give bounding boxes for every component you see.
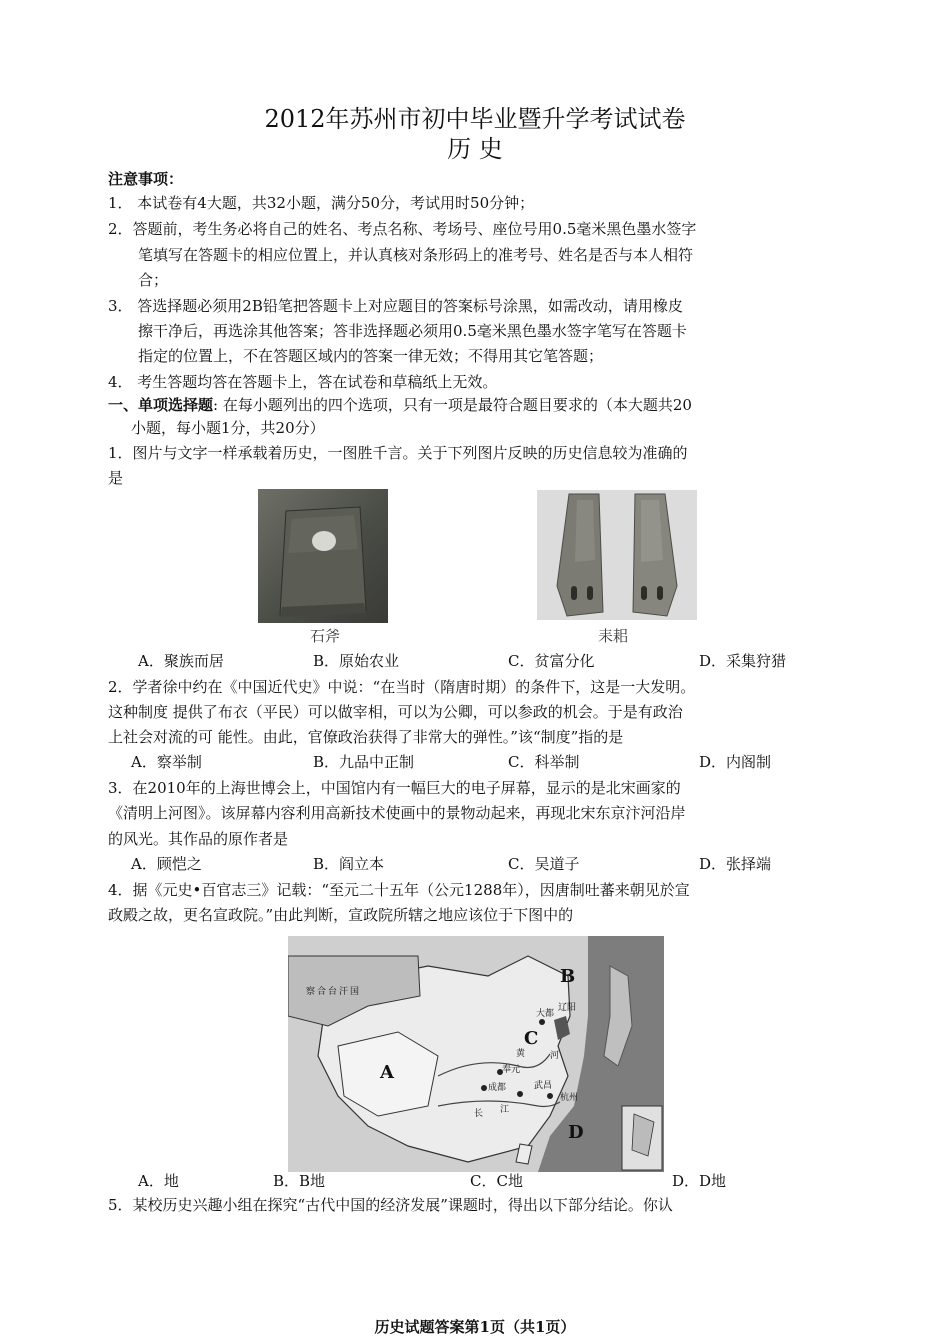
section1-heading: 一、单项选择题 <box>108 396 214 414</box>
map-yangtze-label: 长 <box>474 1109 484 1119</box>
q4-option-d[interactable]: D．D地 <box>672 1172 727 1190</box>
section1-header-line <box>108 394 692 416</box>
q2-text: 上社会对流的可 能性。由此，官僚政治获得了非常大的弹性。”该“制度”指的是 <box>108 728 624 746</box>
q2-option-d[interactable]: D．内阁制 <box>699 753 772 771</box>
subject-title: 历 史 <box>447 135 503 163</box>
notes-item: 指定的位置上，不在答题区域内的答案一律无效；不得用其它笔答题； <box>138 347 604 365</box>
notes-item: 1． 本试卷有4大题，共32小题，满分50分，考试用时50分钟； <box>108 194 535 212</box>
plow-caption: 耒耜 <box>598 627 629 645</box>
section1-desc: : 在每小题列出的四个选项，只有一项是最符合题目要求的（本大题共20 <box>213 396 692 414</box>
stone-axe-image <box>258 489 388 623</box>
q1-option-a[interactable]: A．聚族而居 <box>138 652 224 670</box>
q3-option-b[interactable]: B．阎立本 <box>313 855 385 873</box>
map-label-d: D <box>568 1122 584 1143</box>
q3-text: 《清明上河图》。该屏幕内容利用高新技术使画中的景物动起来，再现北宋东京汴河沿岸 <box>108 804 686 822</box>
q2-text: 2．学者徐中约在《中国近代史》中说：“在当时（隋唐时期）的条件下，这是一大发明。 <box>108 678 696 696</box>
q3-option-a[interactable]: A．顾恺之 <box>131 855 202 873</box>
map-dadu-label: 大都 <box>536 1009 555 1019</box>
map-river-label: 河 <box>550 1051 560 1061</box>
map-yangtze-label: 江 <box>500 1105 510 1115</box>
notes-item: 合； <box>138 271 169 289</box>
map-label-c: C <box>524 1028 539 1049</box>
notes-item: 4． 考生答题均答在答题卡上，答在试卷和草稿纸上无效。 <box>108 373 498 391</box>
map-chengdu-label: 成都 <box>488 1083 507 1093</box>
notes-heading: 注意事项： <box>108 170 184 188</box>
map-label-a: A <box>380 1062 394 1083</box>
q2-option-b[interactable]: B．九品中正制 <box>313 753 415 771</box>
yuan-dynasty-map <box>288 936 664 1172</box>
page-footer: 历史试题答案第1页（共1页） <box>374 1318 576 1336</box>
notes-item: 3． 答选择题必须用2B铅笔把答题卡上对应题目的答案标号涂黑，如需改动，请用橡皮 <box>108 297 683 315</box>
notes-item: 擦干净后，再选涂其他答案；答非选择题必须用0.5毫米黑色墨水签字笔写在答题卡 <box>138 322 687 340</box>
map-label-b: B <box>560 966 576 987</box>
q2-text: 这种制度 提供了布衣（平民）可以做宰相，可以为公卿，可以参政的机会。于是有政治 <box>108 703 683 721</box>
section1-desc-2: 小题，每小题1分，共20分） <box>131 419 325 437</box>
q4-text: 4．据《元史•百官志三》记载：“至元二十五年（公元1288年），因唐制吐蕃来朝见於宣 <box>108 881 690 899</box>
q5-text: 5．某校历史兴趣小组在探究“古代中国的经济发展”课题时，得出以下部分结论。你认 <box>108 1196 673 1214</box>
q1-text: 1．图片与文字一样承载着历史，一图胜千言。关于下列图片反映的历史信息较为准确的 <box>108 444 688 462</box>
q2-option-c[interactable]: C．科举制 <box>508 753 580 771</box>
q1-option-b[interactable]: B．原始农业 <box>313 652 400 670</box>
map-wuchang-label: 武昌 <box>534 1081 553 1091</box>
q4-text: 政殿之故，更名宣政院。”由此判断，宣政院所辖之地应该位于下图中的 <box>108 906 574 924</box>
exam-title: 2012年苏州市初中毕业暨升学考试试卷 <box>264 105 686 133</box>
map-river-label: 黄 <box>516 1049 526 1059</box>
q4-option-a[interactable]: A．地 <box>138 1172 179 1190</box>
map-liaoyang-label: 辽阳 <box>558 1003 577 1013</box>
map-khanate-label: 察合台汗国 <box>306 987 362 997</box>
notes-item: 笔填写在答题卡的相应位置上，并认真核对条形码上的准考号、姓名是否与本人相符 <box>138 246 694 264</box>
q1-text: 是 <box>108 469 124 487</box>
q1-option-d[interactable]: D．采集狩猎 <box>699 652 787 670</box>
q4-option-b[interactable]: B．B地 <box>273 1172 326 1190</box>
q3-option-c[interactable]: C．吴道子 <box>508 855 580 873</box>
q2-option-a[interactable]: A．察举制 <box>131 753 202 771</box>
q1-option-c[interactable]: C．贫富分化 <box>508 652 595 670</box>
q3-option-d[interactable]: D．张择端 <box>699 855 772 873</box>
q3-text: 的风光。其作品的原作者是 <box>108 830 289 848</box>
plow-image <box>537 490 697 620</box>
map-hangzhou-label: 杭州 <box>560 1093 579 1103</box>
stone-axe-caption: 石斧 <box>310 627 341 645</box>
q4-option-c[interactable]: C．C地 <box>470 1172 523 1190</box>
map-fengyuan-label: 奉元 <box>502 1065 521 1075</box>
notes-item: 2．答题前，考生务必将自己的姓名、考点名称、考场号、座位号用0.5毫米黑色墨水签字 <box>108 220 697 238</box>
q3-text: 3．在2010年的上海世博会上，中国馆内有一幅巨大的电子屏幕，显示的是北宋画家的 <box>108 779 681 797</box>
